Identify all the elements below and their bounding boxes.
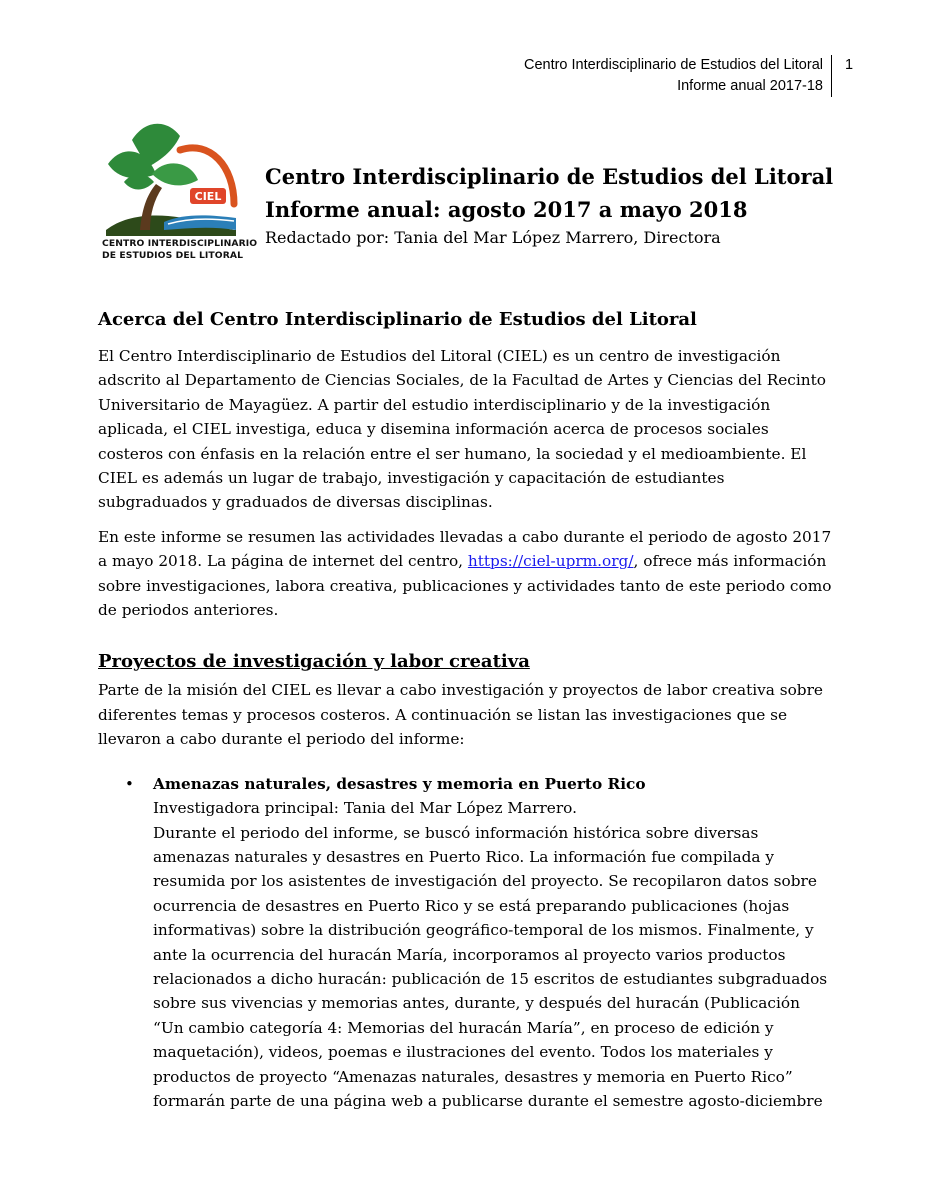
logo-leaf-right (152, 163, 198, 185)
logo-caption-line1: CENTRO INTERDISCIPLINARIO (102, 238, 258, 249)
logo-caption (102, 238, 258, 262)
document-body (98, 306, 833, 1113)
running-header (524, 55, 832, 97)
projects-intro: Parte de la misión del CIEL es llevar a cabo investigación y proyectos de labor creativa sobre diferentes temas y procesos costeros. A continuación se listan las investigaciones que se llevaron a cabo durante el periodo del informe: (98, 681, 823, 749)
logo-badge-text: CIEL (194, 190, 222, 203)
running-header-title: Centro Interdisciplinario de Estudios del Litoral (523, 57, 823, 73)
project-description: Durante el periodo del informe, se buscó información histórica sobre diversas amenazas naturales y desastres en Puerto Rico. La información fue compilada y resumida por los asistentes de investigación del proyecto. Se recopilaron datos sobre ocurrencia de desastres en Puerto Rico y se está preparando publicaciones (hojas informativas) sobre la distribución geográfico-temporal de los mismos. Finalmente, y ante la ocurrencia del huracán María, incorporamos al proyecto varios productos relacionados a dicho huracán: publicación de 15 escritos de estudiantes subgraduados sobre sus vivencias y memorias antes, durante, y después del huracán (Publicación “Un cambio categoría 4: Memorias del huracán María”, en proceso de edición y maquetación), videos, poemas e ilustraciones del evento. Todos los materiales y productos de proyecto “Amenazas naturales, desastres y memoria en Puerto Rico” formarán parte de una página web a publicarse durante el semestre agosto-diciembre (153, 823, 828, 1110)
document-title: Centro Interdisciplinario de Estudios del Litoral (265, 164, 834, 189)
project-title: Amenazas naturales, desastres y memoria en Puerto Rico (153, 774, 646, 793)
about-paragraph-1: El Centro Interdisciplinario de Estudios del Litoral (CIEL) es un centro de investigación adscrito al Departamento de Ciencias Sociales, de la Facultad de Artes y Ciencias del Recinto Universitario de Mayagüez. A partir del estudio interdisciplinario y de la investigación aplicada, el CIEL investiga, educa y disemina información acerca de procesos sociales costeros con énfasis en la relación entre el ser humano, la sociedad y el medioambiente. El CIEL es además un lugar de trabajo, investigación y capacitación de estudiantes subgraduados y graduados de diversas disciplinas. (98, 347, 826, 512)
about-paragraph-2-end: , ofrece más información sobre investigaciones, labora creativa, publicaciones y actividades tanto de este periodo como de periodos anteriores. (98, 552, 832, 620)
about-paragraph-2-start: En este informe se resumen las actividades llevadas a cabo durante el periodo de agosto 2017 a mayo 2018. La página de internet del centro, (98, 527, 832, 571)
about-paragraph-2 (98, 525, 833, 623)
list-item (98, 772, 833, 1114)
project-investigator: Investigadora principal: Tania del Mar López Marrero. (153, 799, 577, 818)
title-block (265, 160, 833, 250)
document-byline: Redactado por: Tania del Mar López Marrero, Directora (265, 228, 721, 247)
page-number: 1 (845, 57, 854, 73)
projects-list (98, 772, 833, 1114)
bullet-icon: • (125, 774, 134, 793)
document-subtitle: Informe anual: agosto 2017 a mayo 2018 (265, 197, 748, 222)
projects-heading: Proyectos de investigación y labor creativa (98, 651, 530, 673)
about-heading: Acerca del Centro Interdisciplinario de Estudios del Litoral (98, 309, 697, 330)
logo-caption-line2: DE ESTUDIOS DEL LITORAL (102, 250, 244, 261)
website-link[interactable]: https://ciel-uprm.org/ (467, 552, 634, 571)
running-header-subtitle: Informe anual 2017-18 (677, 78, 823, 94)
